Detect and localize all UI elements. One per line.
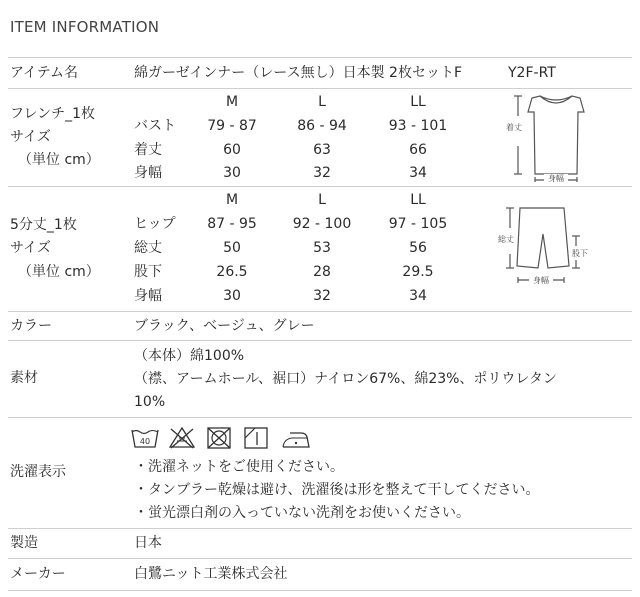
shorts-unit-label: （単位 cm） xyxy=(18,264,100,280)
french-label: フレンチ_1枚 xyxy=(10,106,95,122)
size-header-ll: LL xyxy=(410,94,426,110)
measure-value: 79 - 87 xyxy=(207,118,257,134)
wash-temp: 40 xyxy=(139,437,151,446)
divider xyxy=(8,311,632,312)
color-value: ブラック、ベージュ、グレー xyxy=(134,318,315,334)
measure-value: 97 - 105 xyxy=(388,216,448,232)
item-name-label: アイテム名 xyxy=(10,65,79,81)
divider xyxy=(8,186,632,187)
shorts-size-label: サイズ xyxy=(10,240,51,256)
divider xyxy=(8,340,632,341)
size-header-l: L xyxy=(318,192,326,208)
measure-value: 93 - 101 xyxy=(388,118,448,134)
measure-value: 28 xyxy=(313,264,331,280)
measure-value: 63 xyxy=(313,142,331,158)
diagram-inseam-label: 股下 xyxy=(572,249,588,258)
material-line: 10% xyxy=(134,394,166,410)
section-heading: ITEM INFORMATION xyxy=(10,18,160,36)
line-dry-shade-icon xyxy=(243,426,269,450)
measure-value: 32 xyxy=(313,165,331,181)
measure-value: 29.5 xyxy=(402,264,434,280)
shorts-label: 5分丈_1枚 xyxy=(10,217,77,233)
measure-name: ヒップ xyxy=(134,216,176,232)
no-tumble-dry-icon xyxy=(206,426,232,450)
measure-name: 身幅 xyxy=(134,165,162,181)
made-in-value: 日本 xyxy=(134,535,162,551)
color-label: カラー xyxy=(10,318,52,334)
divider xyxy=(8,417,632,418)
french-sleeve-diagram xyxy=(504,90,588,182)
size-header-m: M xyxy=(225,192,239,208)
size-header-l: L xyxy=(318,94,326,110)
measure-value: 66 xyxy=(409,142,427,158)
measure-value: 87 - 95 xyxy=(207,216,257,232)
measure-value: 30 xyxy=(223,288,241,304)
divider xyxy=(8,88,632,89)
diagram-total-label: 総丈 xyxy=(498,235,514,244)
measure-name: 総丈 xyxy=(134,240,162,256)
care-note: ・蛍光漂白剤の入っていない洗剤をお使いください。 xyxy=(134,505,470,521)
material-line: （本体）綿100% xyxy=(134,348,245,364)
french-size-label: サイズ xyxy=(10,129,51,145)
material-label: 素材 xyxy=(10,370,38,386)
size-header-m: M xyxy=(225,94,239,110)
care-label: 洗濯表示 xyxy=(10,464,66,480)
divider xyxy=(8,57,632,58)
shorts-diagram xyxy=(496,200,592,292)
size-header-ll: LL xyxy=(410,192,426,208)
measure-value: 34 xyxy=(409,288,427,304)
french-unit-label: （単位 cm） xyxy=(18,152,100,168)
care-note: ・洗濯ネットをご使用ください。 xyxy=(134,459,344,475)
measure-value: 92 - 100 xyxy=(292,216,352,232)
care-note: ・タンブラー乾燥は避け、洗濯後は形を整えて干してください。 xyxy=(134,482,540,498)
item-name-value: 綿ガーゼインナー（レース無し）日本製 2枚セットF xyxy=(134,65,463,81)
measure-value: 30 xyxy=(223,165,241,181)
measure-name: 着丈 xyxy=(134,142,162,158)
diagram-length-label: 着丈 xyxy=(506,123,522,132)
divider xyxy=(8,558,632,559)
maker-label: メーカー xyxy=(10,566,66,582)
diagram-width-label: 身幅 xyxy=(548,174,564,182)
measure-value: 50 xyxy=(223,240,241,256)
measure-value: 32 xyxy=(313,288,331,304)
item-code: Y2F-RT xyxy=(508,65,556,81)
measure-value: 53 xyxy=(313,240,331,256)
measure-value: 60 xyxy=(223,142,241,158)
iron-low-icon xyxy=(280,428,312,450)
measure-value: 86 - 94 xyxy=(297,118,347,134)
measure-name: バスト xyxy=(134,118,176,134)
measure-value: 56 xyxy=(409,240,427,256)
wash-40-icon xyxy=(130,426,160,450)
material-line: （襟、アームホール、裾口）ナイロン67%、綿23%、ポリウレタン xyxy=(134,371,557,387)
divider xyxy=(8,590,632,591)
diagram-width-label: 身幅 xyxy=(533,276,549,285)
divider xyxy=(8,528,632,529)
maker-value: 白鷺ニット工業株式会社 xyxy=(134,566,288,582)
measure-name: 身幅 xyxy=(134,288,162,304)
made-in-label: 製造 xyxy=(10,535,38,551)
measure-name: 股下 xyxy=(134,264,162,280)
measure-value: 34 xyxy=(409,165,427,181)
no-bleach-icon xyxy=(168,426,196,450)
measure-value: 26.5 xyxy=(216,264,248,280)
